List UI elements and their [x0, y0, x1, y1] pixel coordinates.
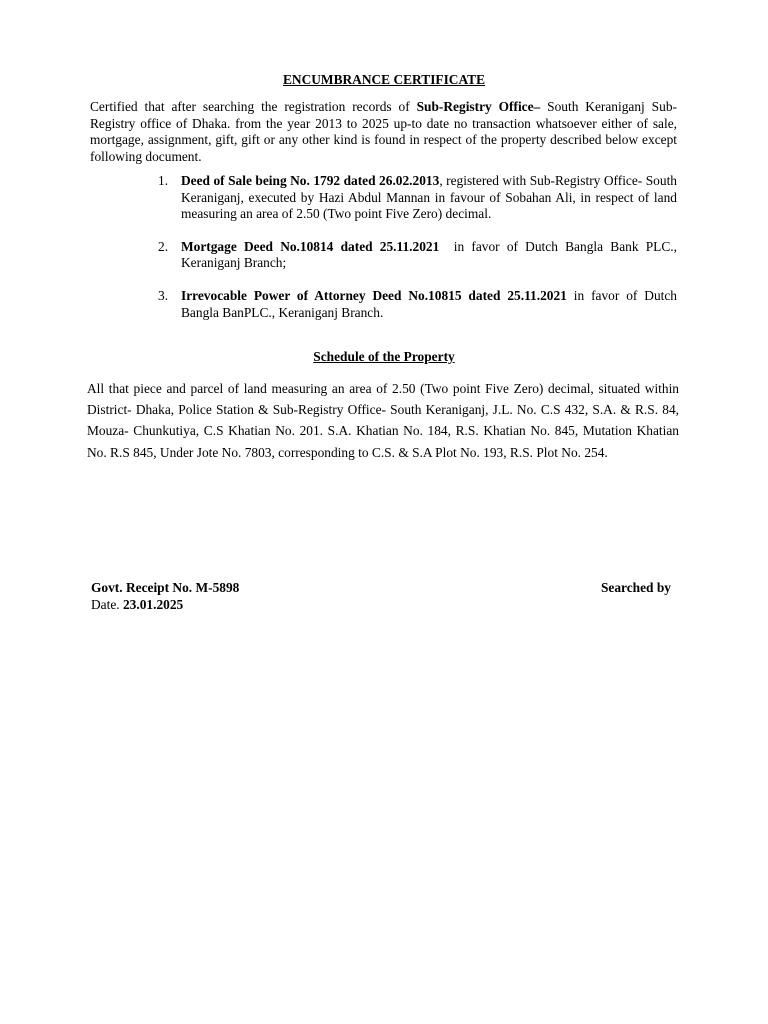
document-list	[155, 173, 681, 321]
document-details: in favor of Dutch Bangla Bank PLC., Keraniganj Branch;	[181, 238, 681, 271]
document-number: 1.	[158, 173, 169, 188]
schedule-title: Schedule of the Property	[313, 349, 455, 364]
document-title: Deed of Sale being No. 1792 dated 26.02.2013	[181, 173, 440, 188]
certification-paragraph	[90, 99, 677, 165]
document-item	[155, 238, 681, 272]
intro-lead: Certified that after searching the registration records of	[90, 99, 417, 114]
document-number: 2.	[158, 238, 169, 254]
document-details: , registered with Sub-Registry Office- South Keraniganj, executed by Hazi Abdul Mannan in favour of Sobahan Ali, in respect of land measuring an area of 2.50 (Two point Five Zero) decimal.	[181, 173, 677, 222]
document-title: Irrevocable Power of Attorney Deed No.10815 dated 25.11.2021	[181, 287, 567, 303]
intro-office: Sub-Registry Office–	[416, 99, 541, 114]
searched-by-label: Searched by	[600, 580, 671, 595]
document-details: in favor of Dutch Bangla BanPLC., Keraniganj Branch.	[181, 287, 677, 320]
document-title: Mortgage Deed No.10814 dated 25.11.2021	[181, 238, 440, 254]
receipt-block	[91, 580, 239, 613]
document-number: 3.	[158, 287, 169, 303]
document-item	[155, 173, 677, 223]
receipt-number: Govt. Receipt No. M-5898	[91, 580, 240, 595]
date-label: Date.	[91, 596, 123, 612]
document-item	[155, 288, 677, 321]
intro-rest: South Keraniganj Sub-Registry office of Dhaka. from the year 2013 to 2025 up-to date no transaction whatsoever either of sale, mortgage, assignment, gift, gift or any other kind is found in respect of the property described below except following document.	[90, 99, 677, 164]
schedule-paragraph: All that piece and parcel of land measuring an area of 2.50 (Two point Five Zero) decimal, situated within District- Dhaka, Police Station & Sub-Registry Office- South Keraniganj, J.L. No. C.S 432, S.A. & R.S. 84, Mouza- Chunkutiya, C.S Khatian No. 201. S.A. Khatian No. 184, R.S. Khatian No. 845, Mutation Khatian No. R.S 845, Under Jote No. 7803, corresponding to C.S. & S.A Plot No. 193, R.S. Plot No. 254.	[87, 381, 679, 460]
date-value: 23.01.2025	[122, 596, 184, 612]
certificate-title: ENCUMBRANCE CERTIFICATE	[282, 72, 486, 87]
